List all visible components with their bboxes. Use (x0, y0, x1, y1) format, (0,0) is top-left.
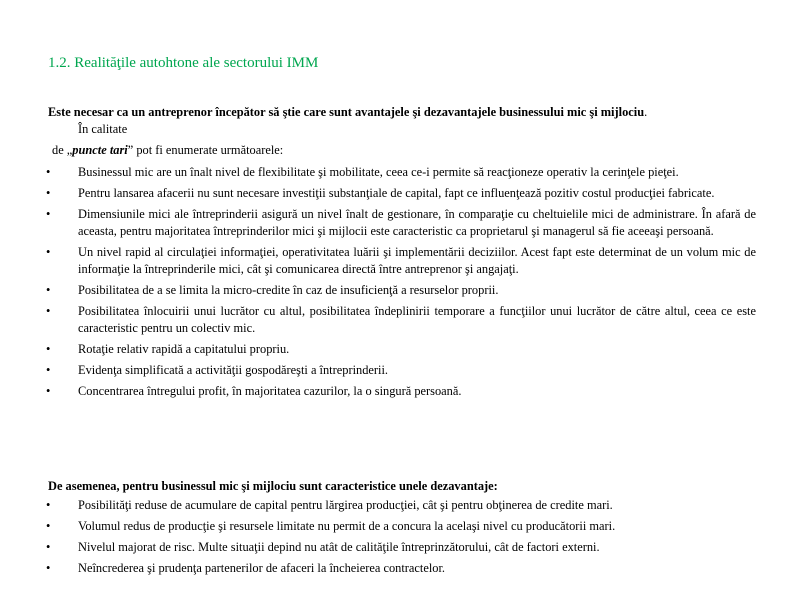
list-item-text: Posibilitatea de a se limita la micro-credite în caz de insuficienţă a resurselor proprii. (78, 283, 499, 297)
bullet-icon: • (46, 186, 51, 200)
list-item (46, 362, 756, 379)
list-item (46, 185, 756, 202)
list-item-text: Concentrarea întregului profit, în majoritatea cazurilor, la o singură persoană. (78, 384, 462, 398)
intro-line2-suffix: ” pot fi enumerate următoarele: (127, 143, 284, 157)
disadvantages-list (46, 497, 756, 581)
bullet-icon: • (46, 498, 51, 512)
list-item-text: Posibilităţi reduse de acumulare de capital pentru lărgirea producţiei, cât şi pentru obţinerea de credite mari. (78, 498, 613, 512)
list-item-text: Dimensiunile mici ale întreprinderii asigură un nivel înalt de gestionare, în comparaţie cu cheltuielile mici de administrare. În afară de aceasta, pentru majoritatea întreprinderilor mici şi mijlocii este caracteristic ca proprietarul şi managerul să fie aceeaşi persoană. (78, 207, 756, 238)
bullet-icon: • (46, 283, 51, 297)
intro-continuation: În calitate (78, 122, 128, 136)
intro-paragraph (48, 104, 768, 159)
bullet-icon: • (46, 384, 51, 398)
list-item (46, 518, 756, 535)
list-item-text: Neîncrederea şi prudenţa partenerilor de afaceri la încheierea contractelor. (78, 561, 446, 575)
bullet-icon: • (46, 561, 51, 575)
list-item (46, 244, 756, 278)
list-item-text: Rotaţie relativ rapidă a capitatului propriu. (78, 342, 290, 356)
list-item-text: Businessul mic are un înalt nivel de flexibilitate şi mobilitate, ceea ce-i permite să reacţioneze operativ la cerinţele pieţei. (78, 165, 679, 179)
intro-line2-prefix: de „ (52, 143, 73, 157)
list-item (46, 383, 756, 400)
list-item-text: Pentru lansarea afacerii nu sunt necesare investiţii substanţiale de capital, fapt ce influenţează pozitiv costul producţiei fabricate. (78, 186, 715, 200)
intro-line-2 (48, 142, 768, 159)
bullet-icon: • (46, 519, 51, 533)
list-item-text: Evidenţa simplificată a activităţii gospodăreşti a întreprinderii. (78, 363, 389, 377)
list-item (46, 206, 756, 240)
intro-emphasis: puncte tari (72, 143, 128, 157)
bullet-icon: • (46, 304, 51, 318)
bullet-icon: • (46, 342, 51, 356)
advantages-list (46, 164, 756, 404)
list-item (46, 341, 756, 358)
list-item (46, 282, 756, 299)
list-item (46, 497, 756, 514)
intro-line-1 (48, 104, 768, 121)
list-item (46, 560, 756, 577)
bullet-icon: • (46, 207, 51, 221)
list-item-text: Un nivel rapid al circulaţiei informaţiei, operativitatea luării şi implementării deciziilor. Acest fapt este determinat de un volum mic de informaţie la întreprinderile mici, cât şi comunicarea directă între antreprenor şi angajaţi. (78, 245, 756, 276)
list-item-text: Posibilitatea înlocuirii unui lucrător cu altul, posibilitatea îndeplinirii temporare a funcţiilor unui lucrător de către altul, ceea ce este caracteristic pentru un colectiv mic. (78, 304, 756, 335)
bullet-icon: • (46, 165, 51, 179)
list-item-text: Volumul redus de producţie şi resursele limitate nu permit de a concura la acelaşi nivel cu producătorii mari. (78, 519, 616, 533)
list-item (46, 539, 756, 556)
disadvantages-title: De asemenea, pentru businessul mic şi mijlociu sunt caracteristice unele dezavantaje: (48, 479, 498, 493)
intro-bold-text: Este necesar ca un antreprenor începător să ştie care sunt avantajele şi dezavantajele businessului mic şi mijlociu (48, 105, 645, 119)
section-heading: 1.2. Realităţile autohtone ale sectorului IMM (48, 55, 319, 71)
bullet-icon: • (46, 245, 51, 259)
list-item (46, 303, 756, 337)
list-item-text: Nivelul majorat de risc. Multe situaţii depind nu atât de calităţile întreprinzătorului, cât de factori externi. (78, 540, 600, 554)
bullet-icon: • (46, 363, 51, 377)
list-item (46, 164, 756, 181)
intro-period: . (644, 105, 648, 119)
bullet-icon: • (46, 540, 51, 554)
